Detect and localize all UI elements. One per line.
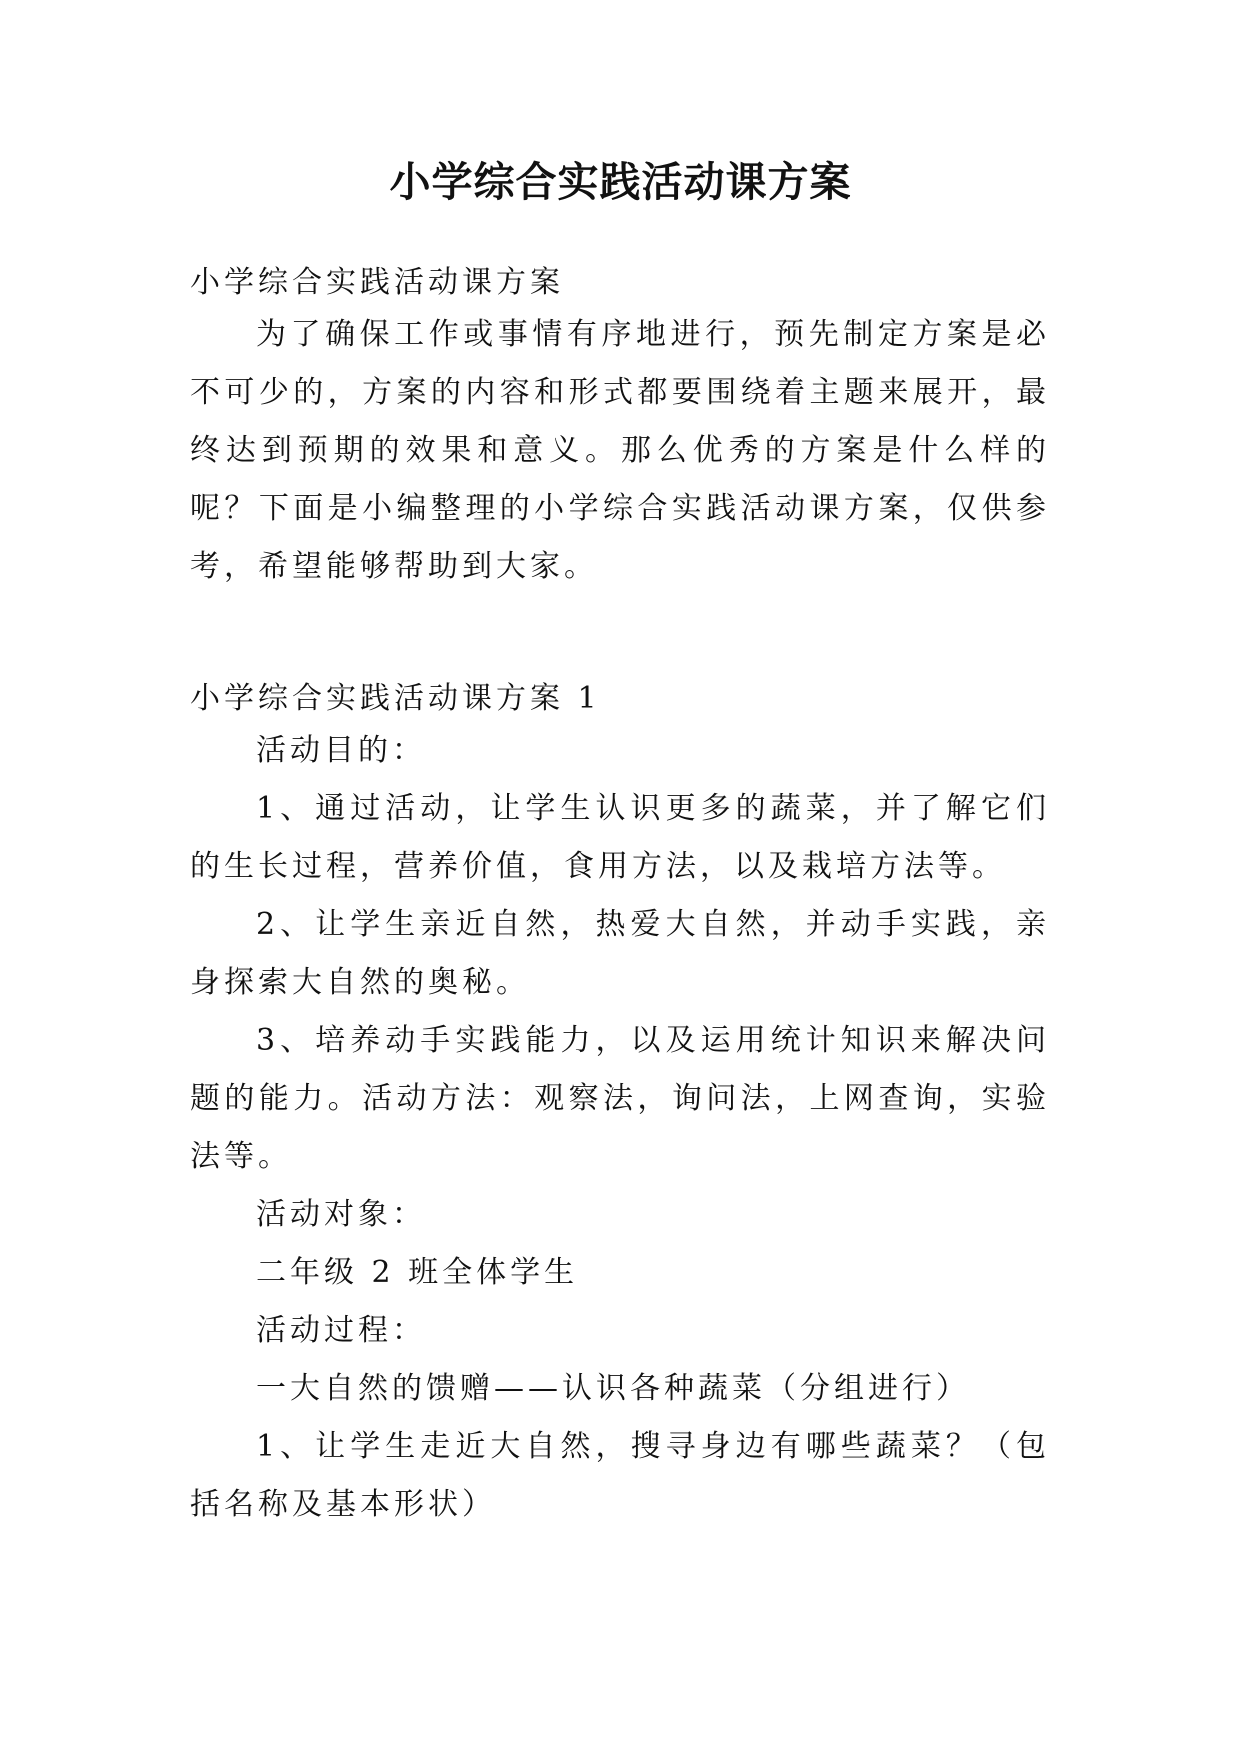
- intro-heading: 小学综合实践活动课方案: [190, 265, 564, 300]
- section-heading: 小学综合实践活动课方案 1: [190, 681, 601, 716]
- goal-item-3: 3、培养动手实践能力，以及运用统计知识来解决问题的能力。活动方法：观察法，询问法，上网查询，实验法等。: [190, 1023, 1050, 1174]
- section-body: [190, 722, 1050, 1534]
- goal-label: 活动目的：: [256, 733, 426, 768]
- target-value: 二年级 2 班全体学生: [256, 1255, 579, 1290]
- process-label: 活动过程：: [256, 1313, 426, 1348]
- document-title: 小学综合实践活动课方案: [389, 158, 852, 206]
- intro-paragraph-block: [190, 306, 1050, 596]
- goal-item-1: 1、通过活动，让学生认识更多的蔬菜，并了解它们的生长过程，营养价值，食用方法，以及栽培方法等。: [190, 791, 1050, 884]
- process-item-1: 1、让学生走近大自然，搜寻身边有哪些蔬菜？（包括名称及基本形状）: [190, 1429, 1050, 1522]
- target-label: 活动对象：: [256, 1197, 426, 1232]
- goal-item-2: 2、让学生亲近自然，热爱大自然，并动手实践，亲身探索大自然的奥秘。: [190, 907, 1050, 1000]
- process-step-heading: 一大自然的馈赠——认识各种蔬菜（分组进行）: [256, 1371, 970, 1406]
- intro-paragraph: 为了确保工作或事情有序地进行，预先制定方案是必不可少的，方案的内容和形式都要围绕着主题来展开，最终达到预期的效果和意义。那么优秀的方案是什么样的呢？下面是小编整理的小学综合实践活动课方案，仅供参考，希望能够帮助到大家。: [190, 317, 1050, 584]
